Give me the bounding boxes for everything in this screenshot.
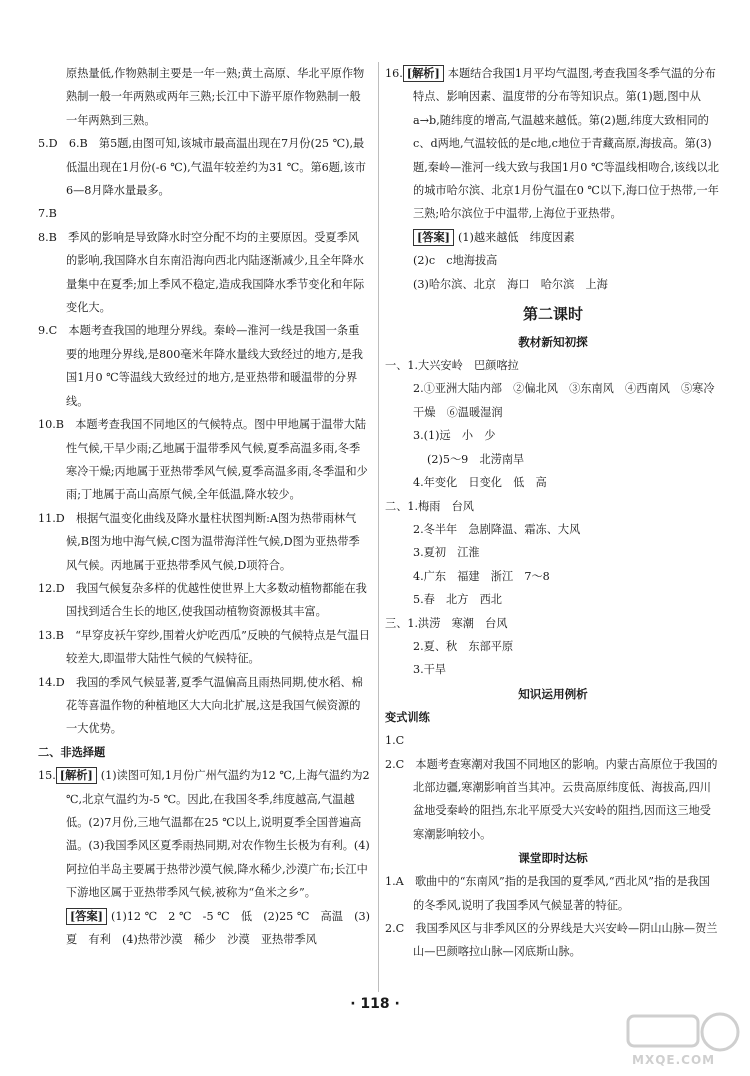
answer-line: 一、1.大兴安岭 巴颜喀拉: [385, 359, 519, 373]
answer-line: (1)越来越低 纬度因素: [457, 230, 575, 244]
question-number: 15.: [38, 769, 56, 783]
subsection-title-variant: 变式训练: [385, 709, 430, 724]
answer-line: 2.C 本题考查寒潮对我国不同地区的影响。内蒙古高原位于我国的北部边疆,寒潮影响首当其冲。云贵高原纬度低、海拔高,四川盆地受秦岭的阻挡,东北平原受大兴安岭的阻挡,因而这三地受寒潮影响较小。: [385, 757, 718, 841]
right-column: [385, 62, 721, 964]
analysis-text: (1)读图可知,1月份广州气温约为12 ℃,上海气温约为2 ℃,北京气温约为-5 ℃。因此,在我国冬季,纬度越高,气温越低。(2)7月份,三地气温都在25 ℃以上,说明夏季全国普遍高温。(3)我国季风区夏季雨热同期,对农作物生长极为有利。(4)阿拉伯半岛主要属于热带沙漠气候,降水稀少,沙漠广布;长江中下游地区属于亚热带季风气候,被称为“鱼米之乡”。: [66, 769, 370, 900]
analysis-tag: [解析]: [56, 767, 97, 784]
left-line: 13.B “早穿皮袄午穿纱,围着火炉吃西瓜”反映的气候特点是气温日较差大,即温带大陆性气候的气候特征。: [38, 628, 370, 666]
answer-line: 2.C 我国季风区与非季风区的分界线是大兴安岭—阴山山脉—贺兰山—巴颜喀拉山脉—冈底斯山脉。: [385, 922, 718, 959]
section-class-practice: [385, 870, 721, 964]
answer-line: 1.A 歌曲中的“东南风”指的是我国的夏季风,“西北风”指的是我国的冬季风,说明了我国季风气候显著的特征。: [385, 875, 710, 912]
left-line: 10.B 本题考查我国不同地区的气候特点。图中甲地属于温带大陆性气候,干旱少雨;乙地属于温带季风气候,夏季高温多雨,冬季寒冷干燥;丙地属于亚热带季风气候,夏季高温多雨,冬季温和少雨;丁地属于高山高原气候,全年低温,降水较少。: [38, 418, 368, 502]
answer-line: 2.夏、秋 东部平原: [413, 639, 514, 653]
answer-line: 3.干旱: [413, 663, 447, 677]
answer-tag: [答案]: [413, 229, 454, 246]
left-line: 14.D 我国的季风气候显著,夏季气温偏高且雨热同期,使水稻、棉花等喜温作物的种植地区大大向北扩展,这是我国气候资源的一大优势。: [38, 675, 363, 736]
question-15-analysis: [38, 764, 370, 904]
question-15-answer: [38, 905, 370, 952]
left-line: 11.D 根据气温变化曲线及降水量柱状图判断:A图为热带雨林气候,B图为地中海气候,C图为温带海洋性气候,D图为亚热带季风气候。丙地属于亚热带季风气候,D项符合。: [38, 511, 360, 572]
answer-line: (2)c c地海拔高: [413, 254, 498, 268]
watermark-text: MXQE.COM: [632, 1053, 716, 1067]
section-heading-nonchoice: 二、非选择题: [38, 744, 106, 759]
question-16-analysis: [385, 62, 721, 226]
section-new-knowledge: [385, 354, 721, 682]
answer-line: (2)5～9 北涝南旱: [427, 452, 525, 466]
left-line: 12.D 我国气候复杂多样的优越性使世界上大多数动植物都能在我国找到适合生长的地区,使我国动植物资源极其丰富。: [38, 581, 367, 619]
left-line: 7.B: [38, 207, 57, 221]
left-line: 8.B 季风的影响是导致降水时空分配不均的主要原因。受夏季风的影响,我国降水自东南沿海向西北内陆逐渐减少,且全年降水量集中在夏季;加上季风不稳定,造成我国降水季节变化和年际变化大。: [38, 230, 365, 315]
stamp-logo-icon: [622, 1006, 742, 1070]
answer-tag: [答案]: [66, 908, 107, 925]
section-title-knowledge-use: 知识运用例析: [518, 686, 588, 701]
answer-line: 二、1.梅雨 台风: [385, 499, 474, 513]
column-divider: [378, 62, 379, 992]
left-column: [38, 62, 370, 951]
answer-line: 三、1.洪涝 寒潮 台风: [385, 616, 508, 630]
answer-line: 2.冬半年 急剧降温、霜冻、大风: [413, 522, 581, 536]
section-title-new-knowledge: 教材新知初探: [518, 335, 588, 350]
answer-line: 5.春 北方 西北: [413, 593, 502, 607]
answer-line: 4.年变化 日变化 低 高: [413, 476, 547, 490]
answer-line: 3.(1)远 小 少: [413, 429, 496, 443]
analysis-tag: [解析]: [403, 65, 444, 82]
answer-line: 3.夏初 江淮: [413, 546, 480, 560]
left-line: 原热量低,作物熟制主要是一年一熟;黄土高原、华北平原作物熟制一般一年两熟或两年三熟;长江中下游平原作物熟制一般一年两熟到三熟。: [66, 67, 365, 127]
analysis-text: 本题结合我国1月平均气温图,考查我国冬季气温的分布特点、影响因素、温度带的分布等知识点。第(1)题,图中从a→b,随纬度的增高,气温越来越低。第(2)题,纬度大致相同的c、d两地,气温较低的是c地,c地位于青藏高原,海拔高。第(3)题,秦岭—淮河一线大致与我国1月0 ℃等温线相吻合,该线以北的城市哈尔滨、北京1月份气温在0 ℃以下,海口位于热带,一年三熟;哈尔滨位于中温带,上海位于亚热带。: [413, 67, 719, 221]
lesson-title: 第二课时: [522, 305, 583, 324]
question-number: 16.: [385, 67, 403, 80]
left-line: 5.D 6.B 第5题,由图可知,该城市最高温出现在7月份(25 ℃),最低温出现在1月份(-6 ℃),气温年较差约为31 ℃。第6题,该市6—8月降水量最多。: [38, 137, 366, 198]
section-title-class-practice: 课堂即时达标: [518, 851, 588, 866]
answer-line: 2.①亚洲大陆内部 ②偏北风 ③东南风 ④西南风 ⑤寒冷干燥 ⑥温暖湿润: [413, 382, 715, 419]
left-line: 9.C 本题考查我国的地理分界线。秦岭—淮河一线是我国一条重要的地理分界线,是800毫米年降水量线大致经过的地方,是我国1月0 ℃等温线大致经过的地方,是亚热带和暖温带的分界线。: [38, 324, 363, 408]
question-16-answer: [385, 226, 721, 249]
section-knowledge-use: [385, 729, 721, 846]
answer-line: 4.广东 福建 浙江 7～8: [413, 569, 550, 583]
answer-text: (1)12 ℃ 2 ℃ -5 ℃ 低 (2)25 ℃ 高温 (3)夏 有利 (4)热带沙漠 稀少 沙漠 亚热带季风: [66, 909, 370, 947]
answer-line: (3)哈尔滨、北京 海口 哈尔滨 上海: [413, 277, 608, 291]
page-number: · 118 ·: [350, 996, 400, 1012]
answer-line: 1.C: [385, 734, 405, 748]
